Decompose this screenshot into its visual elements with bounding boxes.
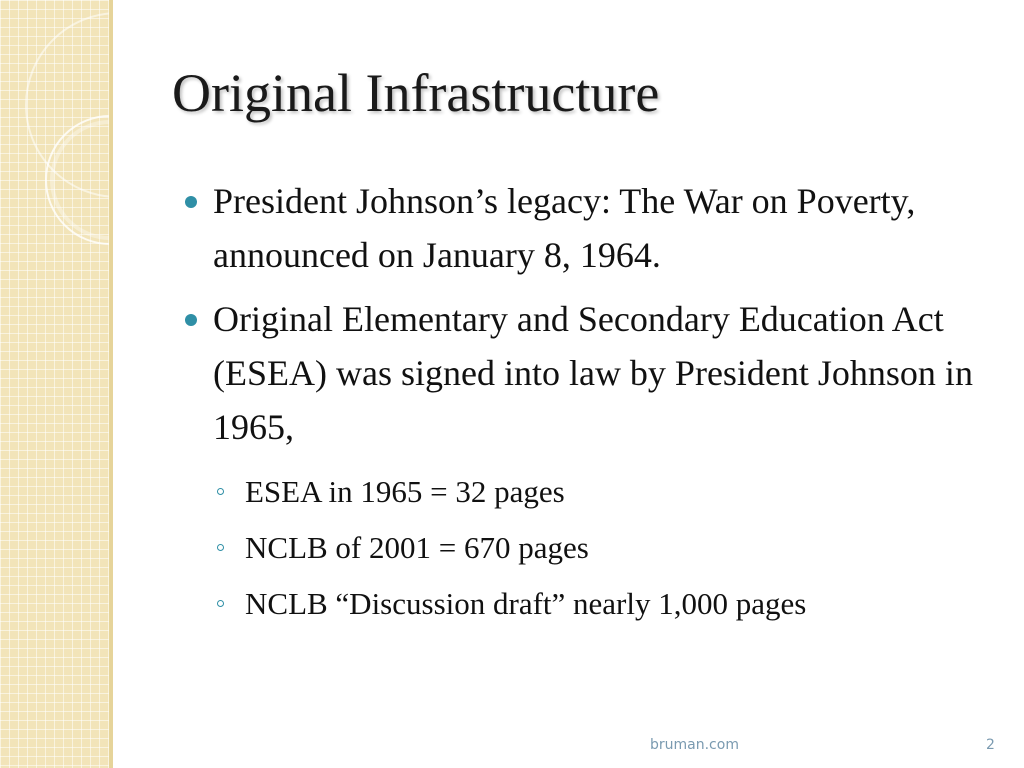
slide-title: Original Infrastructure <box>172 63 660 123</box>
sub-bullet-item <box>185 464 985 520</box>
bullet-dot-icon <box>185 314 197 326</box>
sub-bullet-text: ESEA in 1965 = 32 pages <box>245 474 565 509</box>
sidebar-edge <box>109 0 113 768</box>
sub-bullet-item <box>185 520 985 576</box>
sub-bullet-text: NCLB of 2001 = 670 pages <box>245 530 589 565</box>
page-number: 2 <box>986 737 995 753</box>
bullet-dot-icon <box>185 196 197 208</box>
footer-site: bruman.com <box>650 737 739 753</box>
decorative-circles <box>0 0 113 768</box>
decorative-sidebar <box>0 0 113 768</box>
bullet-text: Original Elementary and Secondary Education Act (ESEA) was signed into law by President Johnson in 1965, <box>213 299 973 447</box>
bullet-item <box>185 174 985 282</box>
sub-bullet-ring-icon <box>217 600 224 607</box>
slide-content <box>185 174 985 632</box>
sub-bullet-text: NCLB “Discussion draft” nearly 1,000 pages <box>245 586 807 621</box>
bullet-item <box>185 292 985 454</box>
sub-bullet-item <box>185 576 985 632</box>
bullet-text: President Johnson’s legacy: The War on Poverty, announced on January 8, 1964. <box>213 181 916 275</box>
sub-bullet-ring-icon <box>217 488 224 495</box>
sub-bullet-ring-icon <box>217 544 224 551</box>
